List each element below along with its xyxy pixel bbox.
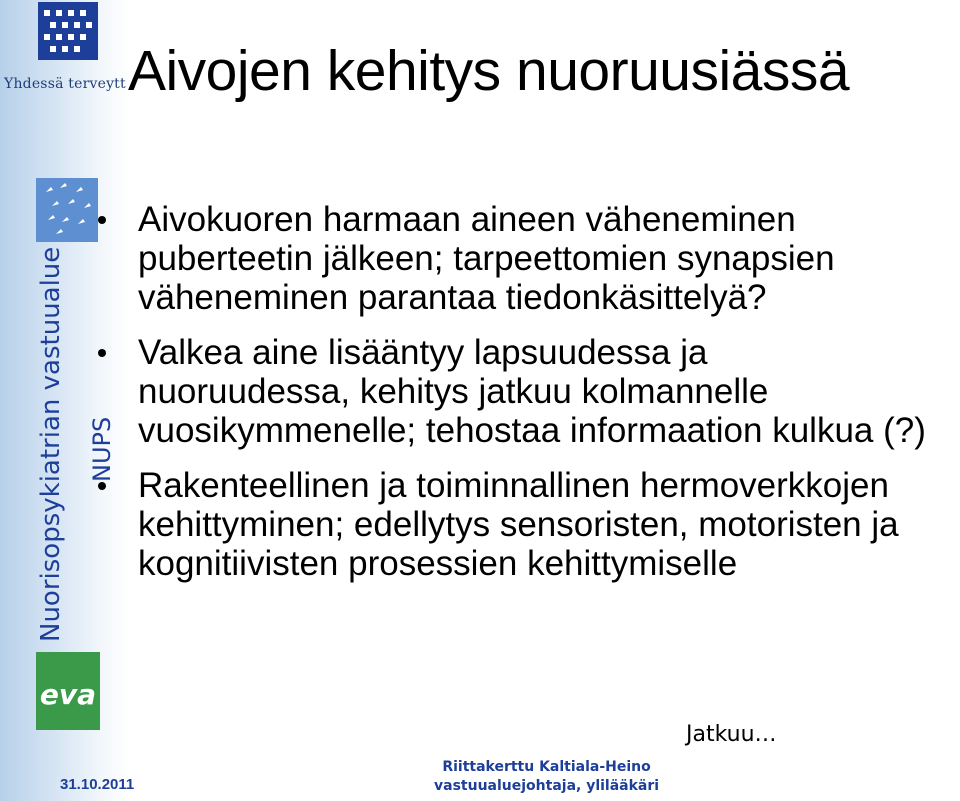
svg-text:eva: eva xyxy=(39,678,97,711)
bullet-text: Valkea aine lisääntyy lapsuudessa ja nuoruudessa, kehitys jatkuu kolmannelle vuosikymmenelle; tehostaa informaation kulkua (?) xyxy=(138,333,926,450)
bullet-item xyxy=(98,200,928,317)
bullet-item xyxy=(98,466,928,583)
bullet-text: Rakenteellinen ja toiminnallinen hermoverkkojen kehittyminen; edellytys sensoristen, motoristen ja kognitiivisten prosessien kehittymiselle xyxy=(138,466,899,583)
eva-logo xyxy=(36,652,100,730)
bullet-dot-icon xyxy=(98,216,106,224)
footer-date: 31.10.2011 xyxy=(60,776,135,793)
nups-vertical-text: NUPS xyxy=(88,416,116,482)
author-name: Riittakerttu Kaltiala-Heino xyxy=(442,759,651,775)
slide-title: Aivojen kehitys nuoruusiässä xyxy=(128,39,850,103)
bullet-item xyxy=(98,333,928,450)
organization-name: Yhdessä terveytt xyxy=(4,76,126,92)
footer-author xyxy=(434,758,659,796)
bullet-list xyxy=(98,200,928,599)
birds-logo xyxy=(36,178,98,242)
organization-logo xyxy=(38,2,98,60)
continue-label: Jatkuu… xyxy=(686,722,777,747)
bullet-dot-icon xyxy=(98,482,106,490)
author-role: vastuualuejohtaja, ylilääkäri xyxy=(434,778,660,794)
bullet-text: Aivokuoren harmaan aineen väheneminen puberteetin jälkeen; tarpeettomien synapsien väheneminen parantaa tiedonkäsittelyä? xyxy=(138,200,835,317)
department-vertical-text: Nuorisopsykiatrian vastuualue xyxy=(36,246,66,642)
bullet-dot-icon xyxy=(98,349,106,357)
